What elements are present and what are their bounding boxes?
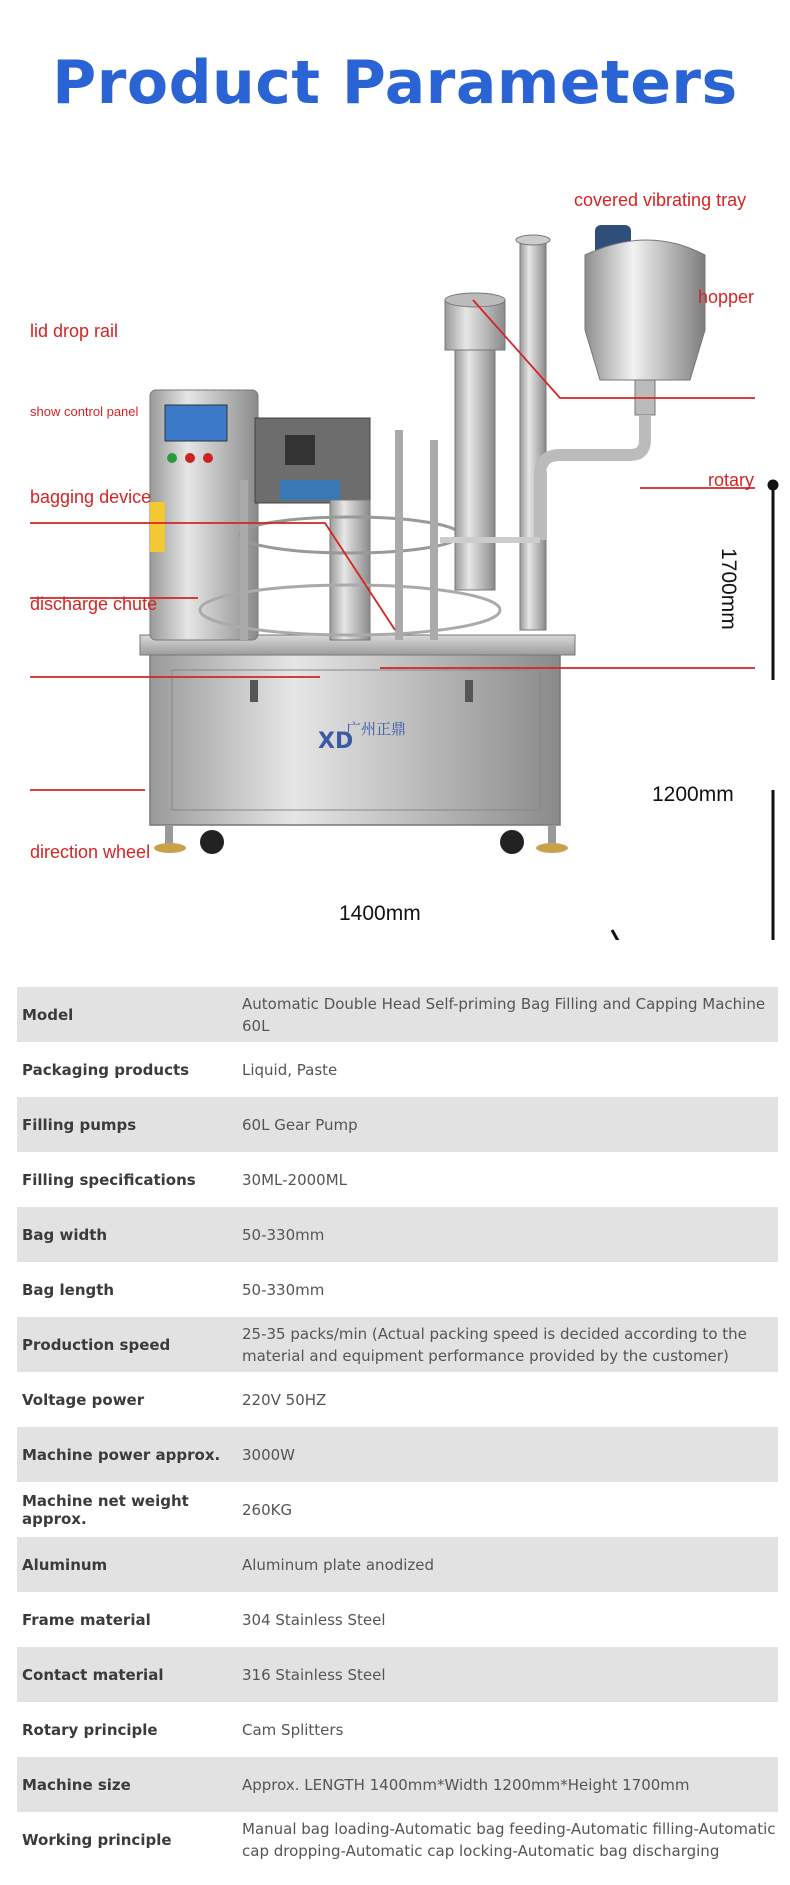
spec-label: Bag length [22,1280,115,1299]
svg-text:XD: XD [318,729,354,754]
callout-covered-vibrating-tray: covered vibrating tray [574,190,747,210]
spec-value: Cam Splitters [242,1720,344,1739]
spec-value: 30ML-2000ML [242,1170,348,1189]
spec-row-production-speed [17,1317,778,1372]
spec-row-machine-net-weight [17,1482,778,1537]
spec-value: Manual bag loading-Automatic bag feeding-Automatic filling-Automatic cap dropping-Automatic cap locking-Automatic bag discharging [242,1819,776,1860]
spec-value: 220V 50HZ [242,1390,327,1409]
spec-row-model [17,987,778,1042]
spec-value: Aluminum plate anodized [242,1555,435,1574]
callout-bagging-device: bagging device [30,487,152,507]
spec-row-bag-width [17,1207,778,1262]
spec-row-packaging-products [17,1042,778,1097]
spec-label: Production speed [22,1335,171,1354]
spec-value: 60L Gear Pump [242,1115,358,1134]
spec-label: Aluminum [22,1555,108,1574]
spec-row-machine-size [17,1757,778,1812]
page-title: Product Parameters [52,48,738,118]
callout-show-control-panel: show control panel [30,404,139,419]
machine-figure [0,180,790,940]
spec-label: Model [22,1005,74,1024]
spec-value: Automatic Double Head Self-priming Bag Filling and Capping Machine 60L [242,994,766,1035]
spec-label: Machine power approx. [22,1445,221,1464]
spec-row-rotary-principle [17,1702,778,1757]
dimension-width: 1400mm [339,902,421,925]
spec-value: 316 Stainless Steel [242,1665,386,1684]
spec-value: Approx. LENGTH 1400mm*Width 1200mm*Height 1700mm [242,1775,690,1794]
spec-value: 25-35 packs/min (Actual packing speed is decided according to the material and equipment performance provided by the customer) [242,1324,747,1365]
callout-rotary: rotary [708,470,755,490]
spec-row-bag-length [17,1262,778,1317]
spec-label: Working principle [22,1830,172,1849]
spec-label: Machine net weight approx. [22,1491,189,1528]
machine-illustration [0,180,790,940]
callout-discharge-chute: discharge chute [30,594,158,614]
spec-value: 260KG [242,1500,293,1519]
spec-label: Machine size [22,1775,131,1794]
spec-label: Voltage power [22,1390,145,1409]
spec-row-filling-pumps [17,1097,778,1152]
wheel-right [500,830,524,854]
spec-table [17,987,778,1867]
hopper-tank [585,240,705,380]
spec-label: Filling specifications [22,1170,196,1189]
spec-value: 50-330mm [242,1280,325,1299]
spec-value: 304 Stainless Steel [242,1610,386,1629]
spec-row-filling-specifications [17,1152,778,1207]
wheel-left [200,830,224,854]
callout-lid-drop-rail: lid drop rail [30,321,119,341]
spec-value: 50-330mm [242,1225,325,1244]
spec-label: Packaging products [22,1060,190,1079]
spec-row-frame-material [17,1592,778,1647]
dimension-height: 1700mm [717,548,740,630]
spec-label: Rotary principle [22,1720,158,1739]
brand-label: 广州正鼎 [346,720,407,738]
callout-direction-wheel: direction wheel [30,842,151,862]
spec-label: Filling pumps [22,1115,137,1134]
spec-row-working-principle [17,1812,778,1867]
callout-hopper: hopper [698,287,755,307]
spec-label: Frame material [22,1610,151,1629]
spec-row-machine-power [17,1427,778,1482]
spec-row-aluminum [17,1537,778,1592]
spec-value: 3000W [242,1445,296,1464]
spec-row-voltage-power [17,1372,778,1427]
dimension-depth: 1200mm [652,783,734,806]
spec-label: Contact material [22,1665,164,1684]
spec-label: Bag width [22,1225,108,1244]
spec-value: Liquid, Paste [242,1060,338,1079]
spec-row-contact-material [17,1647,778,1702]
